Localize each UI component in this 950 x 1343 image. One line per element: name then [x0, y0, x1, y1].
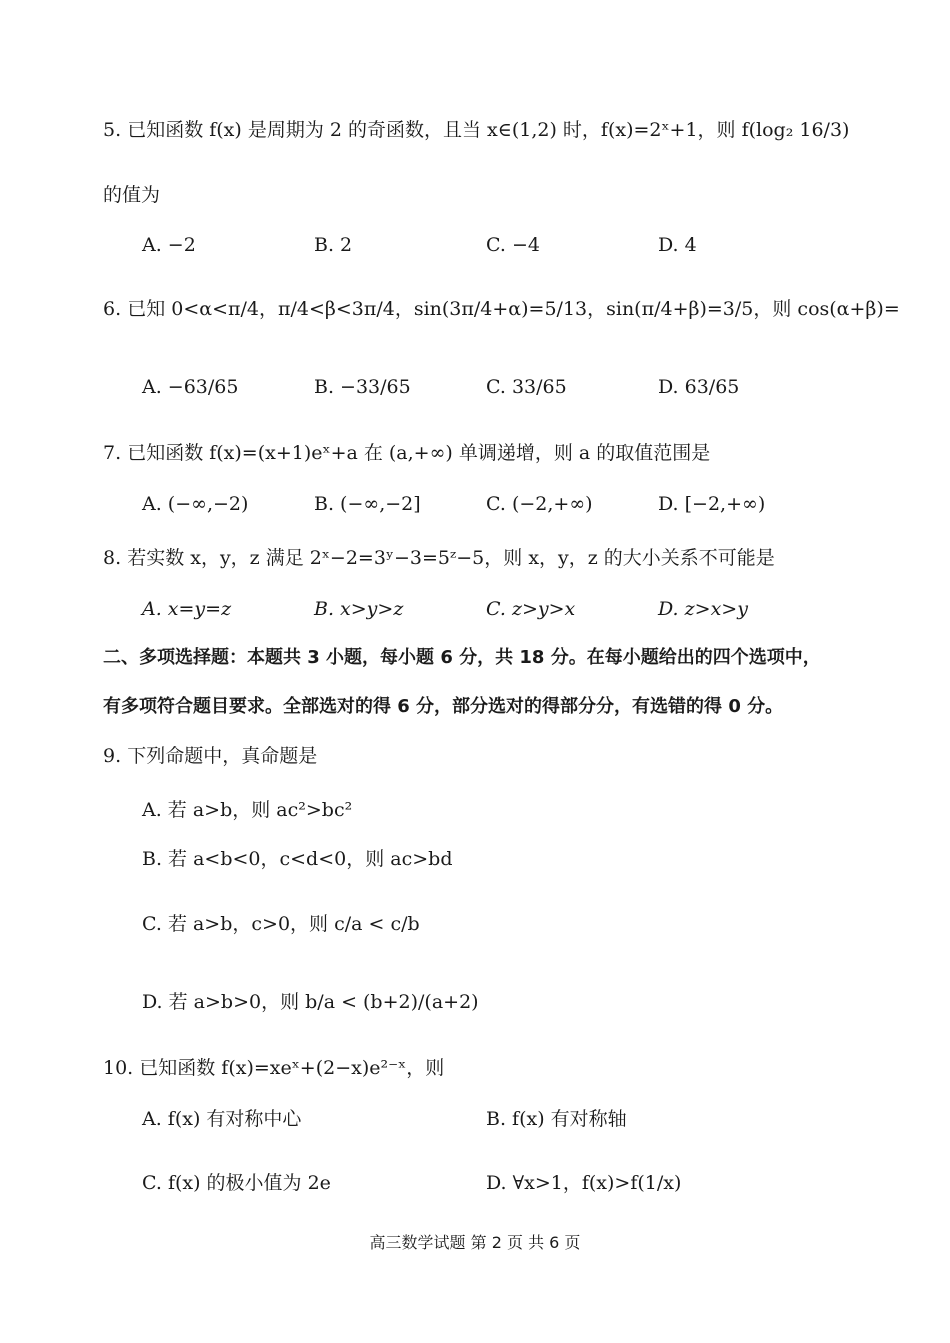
section2-heading-line1: 二、多项选择题：本题共 3 小题，每小题 6 分，共 18 分。在每小题给出的四个选项中， [103, 647, 821, 668]
q9-number: 9. [103, 745, 122, 767]
q6-option-a[interactable]: A. −63/65 [142, 376, 239, 398]
page-footer: 高三数学试题 第 2 页 共 6 页 [369, 1233, 581, 1252]
q10-line [103, 1055, 444, 1081]
q10-text: 已知函数 f(x)=xeˣ+(2−x)e²⁻ˣ，则 [139, 1057, 445, 1079]
q5-option-a[interactable]: A. −2 [142, 234, 196, 256]
q10-option-c[interactable]: C. f(x) 的极小值为 2e [142, 1172, 331, 1194]
q6-option-d[interactable]: D. 63/65 [658, 376, 740, 398]
q10-option-b[interactable]: B. f(x) 有对称轴 [486, 1108, 627, 1130]
q9-option-a[interactable]: A. 若 a>b，则 ac²>bc² [142, 799, 353, 821]
q10-number: 10. [103, 1057, 134, 1079]
q8-option-c[interactable]: C. z>y>x [486, 598, 576, 620]
q7-option-d[interactable]: D. [−2,+∞) [658, 493, 766, 515]
q7-option-a[interactable]: A. (−∞,−2) [142, 493, 249, 515]
q6-option-c[interactable]: C. 33/65 [486, 376, 567, 398]
q9-text: 下列命题中，真命题是 [127, 745, 318, 767]
q7-line [103, 440, 710, 466]
q5-option-b[interactable]: B. 2 [314, 234, 353, 256]
q8-line [103, 545, 775, 571]
q5-option-d[interactable]: D. 4 [658, 234, 697, 256]
q8-option-d[interactable]: D. z>x>y [658, 598, 748, 620]
q5-text: 已知函数 f(x) 是周期为 2 的奇函数，且当 x∈(1,2) 时，f(x)=2ˣ+1，则 f(log₂ 16/3) [127, 119, 850, 141]
q7-option-b[interactable]: B. (−∞,−2] [314, 493, 421, 515]
q10-option-d[interactable]: D. ∀x>1，f(x)>f(1/x) [486, 1172, 682, 1194]
q5-line2: 的值为 [103, 184, 161, 206]
q6-option-b[interactable]: B. −33/65 [314, 376, 411, 398]
q9-option-c[interactable]: C. 若 a>b，c>0，则 c/a < c/b [142, 913, 420, 935]
q6-text: 已知 0<α<π/4，π/4<β<3π/4，sin(3π/4+α)=5/13，sin(π/4+β)=3/5，则 cos(α+β)= [127, 298, 900, 320]
q9-option-d[interactable]: D. 若 a>b>0，则 b/a < (b+2)/(a+2) [142, 991, 479, 1013]
q7-number: 7. [103, 442, 122, 464]
q10-option-a[interactable]: A. f(x) 有对称中心 [142, 1108, 302, 1130]
q9-line [103, 743, 317, 769]
q6-line [103, 296, 900, 322]
q5-line1 [103, 117, 849, 143]
q7-text: 已知函数 f(x)=(x+1)eˣ+a 在 (a,+∞) 单调递增，则 a 的取值范围是 [127, 442, 711, 464]
q9-option-b[interactable]: B. 若 a<b<0，c<d<0，则 ac>bd [142, 848, 453, 870]
q8-option-a[interactable]: A. x=y=z [142, 598, 232, 620]
q5-number: 5. [103, 119, 122, 141]
q6-number: 6. [103, 298, 122, 320]
section2-heading-line2: 有多项符合题目要求。全部选对的得 6 分，部分选对的得部分分，有选错的得 0 分。 [103, 696, 784, 717]
q8-number: 8. [103, 547, 122, 569]
q5-option-c[interactable]: C. −4 [486, 234, 540, 256]
q8-option-b[interactable]: B. x>y>z [314, 598, 404, 620]
q8-text: 若实数 x，y，z 满足 2ˣ−2=3ʸ−3=5ᶻ−5，则 x，y，z 的大小关系不可能是 [127, 547, 775, 569]
q7-option-c[interactable]: C. (−2,+∞) [486, 493, 593, 515]
